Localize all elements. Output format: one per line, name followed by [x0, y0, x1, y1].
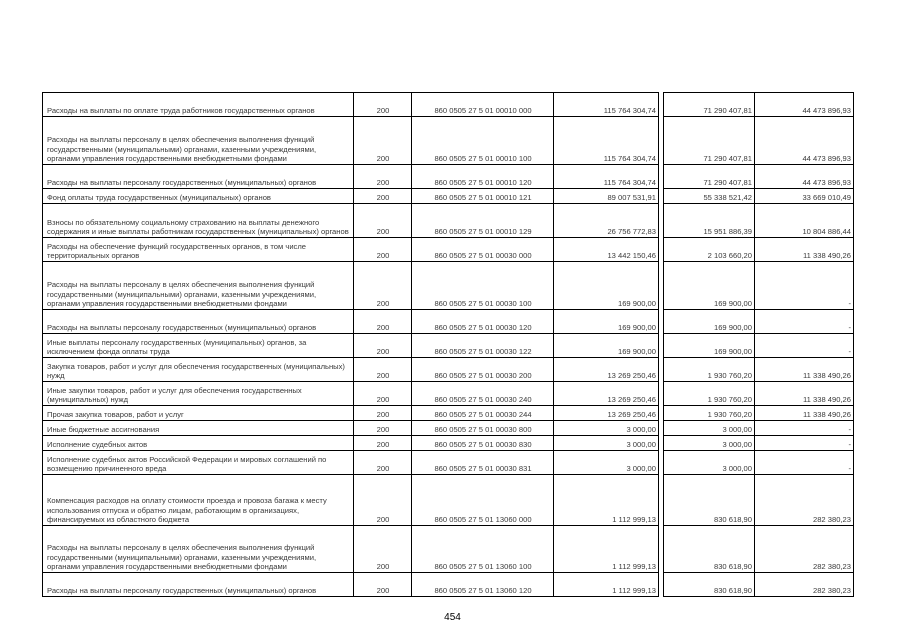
row-remaining-cell: 282 380,23	[755, 475, 854, 526]
row-approved-cell: 169 900,00	[554, 262, 659, 310]
row-code-cell: 200	[354, 93, 412, 117]
row-remaining-cell: 282 380,23	[755, 526, 854, 573]
row-executed-cell: 71 290 407,81	[664, 165, 755, 189]
row-executed-cell: 1 930 760,20	[664, 406, 755, 421]
row-name-cell: Иные выплаты персоналу государственных (муниципальных) органов, за исключением фонда оплаты труда	[43, 334, 354, 358]
table-row	[43, 310, 854, 334]
row-executed-cell: 71 290 407,81	[664, 93, 755, 117]
row-code-cell: 200	[354, 165, 412, 189]
table-row	[43, 358, 854, 382]
row-approved-cell: 169 900,00	[554, 334, 659, 358]
row-executed-cell: 169 900,00	[664, 334, 755, 358]
table-row	[43, 451, 854, 475]
row-name-cell: Фонд оплаты труда государственных (муниципальных) органов	[43, 189, 354, 204]
row-approved-cell: 1 112 999,13	[554, 573, 659, 597]
table-row	[43, 165, 854, 189]
row-code-cell: 200	[354, 204, 412, 238]
row-remaining-cell: -	[755, 421, 854, 436]
row-code-cell: 200	[354, 117, 412, 165]
row-code-cell: 200	[354, 475, 412, 526]
row-approved-cell: 115 764 304,74	[554, 117, 659, 165]
row-code-cell: 200	[354, 310, 412, 334]
row-executed-cell: 1 930 760,20	[664, 358, 755, 382]
table-row	[43, 93, 854, 117]
row-name-cell: Иные закупки товаров, работ и услуг для обеспечения государственных (муниципальных) нужд	[43, 382, 354, 406]
row-kbk-cell: 860 0505 27 5 01 00010 000	[412, 93, 554, 117]
row-remaining-cell: 11 338 490,26	[755, 406, 854, 421]
table-row	[43, 117, 854, 165]
row-approved-cell: 89 007 531,91	[554, 189, 659, 204]
row-code-cell: 200	[354, 451, 412, 475]
row-approved-cell: 115 764 304,74	[554, 165, 659, 189]
row-name-cell: Расходы на обеспечение функций государственных органов, в том числе территориальных органов	[43, 238, 354, 262]
row-name-cell: Исполнение судебных актов Российской Федерации и мировых соглашений по возмещению причиненного вреда	[43, 451, 354, 475]
row-remaining-cell: -	[755, 262, 854, 310]
row-remaining-cell: 11 338 490,26	[755, 382, 854, 406]
table-row	[43, 262, 854, 310]
row-approved-cell: 13 442 150,46	[554, 238, 659, 262]
row-executed-cell: 830 618,90	[664, 573, 755, 597]
table-row	[43, 406, 854, 421]
row-kbk-cell: 860 0505 27 5 01 00030 100	[412, 262, 554, 310]
row-name-cell: Расходы на выплаты персоналу в целях обеспечения выполнения функций государственными (муниципальными) органами, казенными учреждениями, органами управления государственными внебюджетными фондами	[43, 526, 354, 573]
row-name-cell: Расходы на выплаты персоналу государственных (муниципальных) органов	[43, 165, 354, 189]
row-approved-cell: 1 112 999,13	[554, 526, 659, 573]
row-approved-cell: 26 756 772,83	[554, 204, 659, 238]
row-remaining-cell: 10 804 886,44	[755, 204, 854, 238]
row-kbk-cell: 860 0505 27 5 01 13060 100	[412, 526, 554, 573]
row-remaining-cell: 44 473 896,93	[755, 93, 854, 117]
row-kbk-cell: 860 0505 27 5 01 13060 120	[412, 573, 554, 597]
row-code-cell: 200	[354, 334, 412, 358]
table-row	[43, 382, 854, 406]
row-code-cell: 200	[354, 382, 412, 406]
table-row	[43, 573, 854, 597]
row-executed-cell: 55 338 521,42	[664, 189, 755, 204]
table-row	[43, 204, 854, 238]
row-name-cell: Прочая закупка товаров, работ и услуг	[43, 406, 354, 421]
row-remaining-cell: -	[755, 310, 854, 334]
row-kbk-cell: 860 0505 27 5 01 00030 000	[412, 238, 554, 262]
row-approved-cell: 115 764 304,74	[554, 93, 659, 117]
budget-execution-table	[42, 92, 854, 597]
row-name-cell: Расходы на выплаты персоналу государственных (муниципальных) органов	[43, 310, 354, 334]
row-name-cell: Иные бюджетные ассигнования	[43, 421, 354, 436]
row-code-cell: 200	[354, 421, 412, 436]
row-code-cell: 200	[354, 262, 412, 310]
table-row	[43, 189, 854, 204]
row-name-cell: Расходы на выплаты персоналу в целях обеспечения выполнения функций государственными (муниципальными) органами, казенными учреждениями, органами управления государственными внебюджетными фондами	[43, 117, 354, 165]
row-name-cell: Расходы на выплаты персоналу в целях обеспечения выполнения функций государственными (муниципальными) органами, казенными учреждениями, органами управления государственными внебюджетными фондами	[43, 262, 354, 310]
row-executed-cell: 3 000,00	[664, 421, 755, 436]
row-executed-cell: 169 900,00	[664, 310, 755, 334]
row-name-cell: Компенсация расходов на оплату стоимости проезда и провоза багажа к месту использования отпуска и обратно лицам, работающим в организациях, финансируемых из областного бюджета	[43, 475, 354, 526]
row-remaining-cell: -	[755, 334, 854, 358]
row-kbk-cell: 860 0505 27 5 01 00010 121	[412, 189, 554, 204]
row-remaining-cell: -	[755, 436, 854, 451]
row-executed-cell: 169 900,00	[664, 262, 755, 310]
row-executed-cell: 3 000,00	[664, 436, 755, 451]
row-executed-cell: 3 000,00	[664, 451, 755, 475]
row-executed-cell: 1 930 760,20	[664, 382, 755, 406]
row-executed-cell: 2 103 660,20	[664, 238, 755, 262]
row-executed-cell: 830 618,90	[664, 475, 755, 526]
row-code-cell: 200	[354, 406, 412, 421]
row-executed-cell: 71 290 407,81	[664, 117, 755, 165]
row-name-cell: Расходы на выплаты персоналу государственных (муниципальных) органов	[43, 573, 354, 597]
row-remaining-cell: -	[755, 451, 854, 475]
row-remaining-cell: 33 669 010,49	[755, 189, 854, 204]
row-remaining-cell: 282 380,23	[755, 573, 854, 597]
page-number: 454	[444, 612, 461, 623]
row-code-cell: 200	[354, 526, 412, 573]
row-approved-cell: 3 000,00	[554, 436, 659, 451]
row-name-cell: Расходы на выплаты по оплате труда работников государственных органов	[43, 93, 354, 117]
row-approved-cell: 13 269 250,46	[554, 382, 659, 406]
row-approved-cell: 3 000,00	[554, 451, 659, 475]
row-code-cell: 200	[354, 238, 412, 262]
row-executed-cell: 830 618,90	[664, 526, 755, 573]
row-kbk-cell: 860 0505 27 5 01 00030 240	[412, 382, 554, 406]
row-code-cell: 200	[354, 189, 412, 204]
row-approved-cell: 13 269 250,46	[554, 406, 659, 421]
row-code-cell: 200	[354, 436, 412, 451]
row-approved-cell: 3 000,00	[554, 421, 659, 436]
row-approved-cell: 169 900,00	[554, 310, 659, 334]
row-kbk-cell: 860 0505 27 5 01 00010 129	[412, 204, 554, 238]
row-kbk-cell: 860 0505 27 5 01 00030 244	[412, 406, 554, 421]
row-kbk-cell: 860 0505 27 5 01 00030 800	[412, 421, 554, 436]
table-row	[43, 526, 854, 573]
row-approved-cell: 13 269 250,46	[554, 358, 659, 382]
row-kbk-cell: 860 0505 27 5 01 00030 122	[412, 334, 554, 358]
row-code-cell: 200	[354, 358, 412, 382]
row-kbk-cell: 860 0505 27 5 01 00030 831	[412, 451, 554, 475]
row-approved-cell: 1 112 999,13	[554, 475, 659, 526]
row-name-cell: Закупка товаров, работ и услуг для обеспечения государственных (муниципальных) нужд	[43, 358, 354, 382]
row-remaining-cell: 44 473 896,93	[755, 165, 854, 189]
table-row	[43, 475, 854, 526]
row-code-cell: 200	[354, 573, 412, 597]
row-kbk-cell: 860 0505 27 5 01 13060 000	[412, 475, 554, 526]
row-remaining-cell: 11 338 490,26	[755, 238, 854, 262]
table-row	[43, 421, 854, 436]
table-row	[43, 436, 854, 451]
row-remaining-cell: 11 338 490,26	[755, 358, 854, 382]
table-row	[43, 334, 854, 358]
row-kbk-cell: 860 0505 27 5 01 00010 100	[412, 117, 554, 165]
row-kbk-cell: 860 0505 27 5 01 00030 120	[412, 310, 554, 334]
row-name-cell: Исполнение судебных актов	[43, 436, 354, 451]
row-remaining-cell: 44 473 896,93	[755, 117, 854, 165]
row-kbk-cell: 860 0505 27 5 01 00030 830	[412, 436, 554, 451]
row-name-cell: Взносы по обязательному социальному страхованию на выплаты денежного содержания и иные выплаты работникам государственных (муниципальных) органов	[43, 204, 354, 238]
row-kbk-cell: 860 0505 27 5 01 00030 200	[412, 358, 554, 382]
table-row	[43, 238, 854, 262]
row-kbk-cell: 860 0505 27 5 01 00010 120	[412, 165, 554, 189]
row-executed-cell: 15 951 886,39	[664, 204, 755, 238]
